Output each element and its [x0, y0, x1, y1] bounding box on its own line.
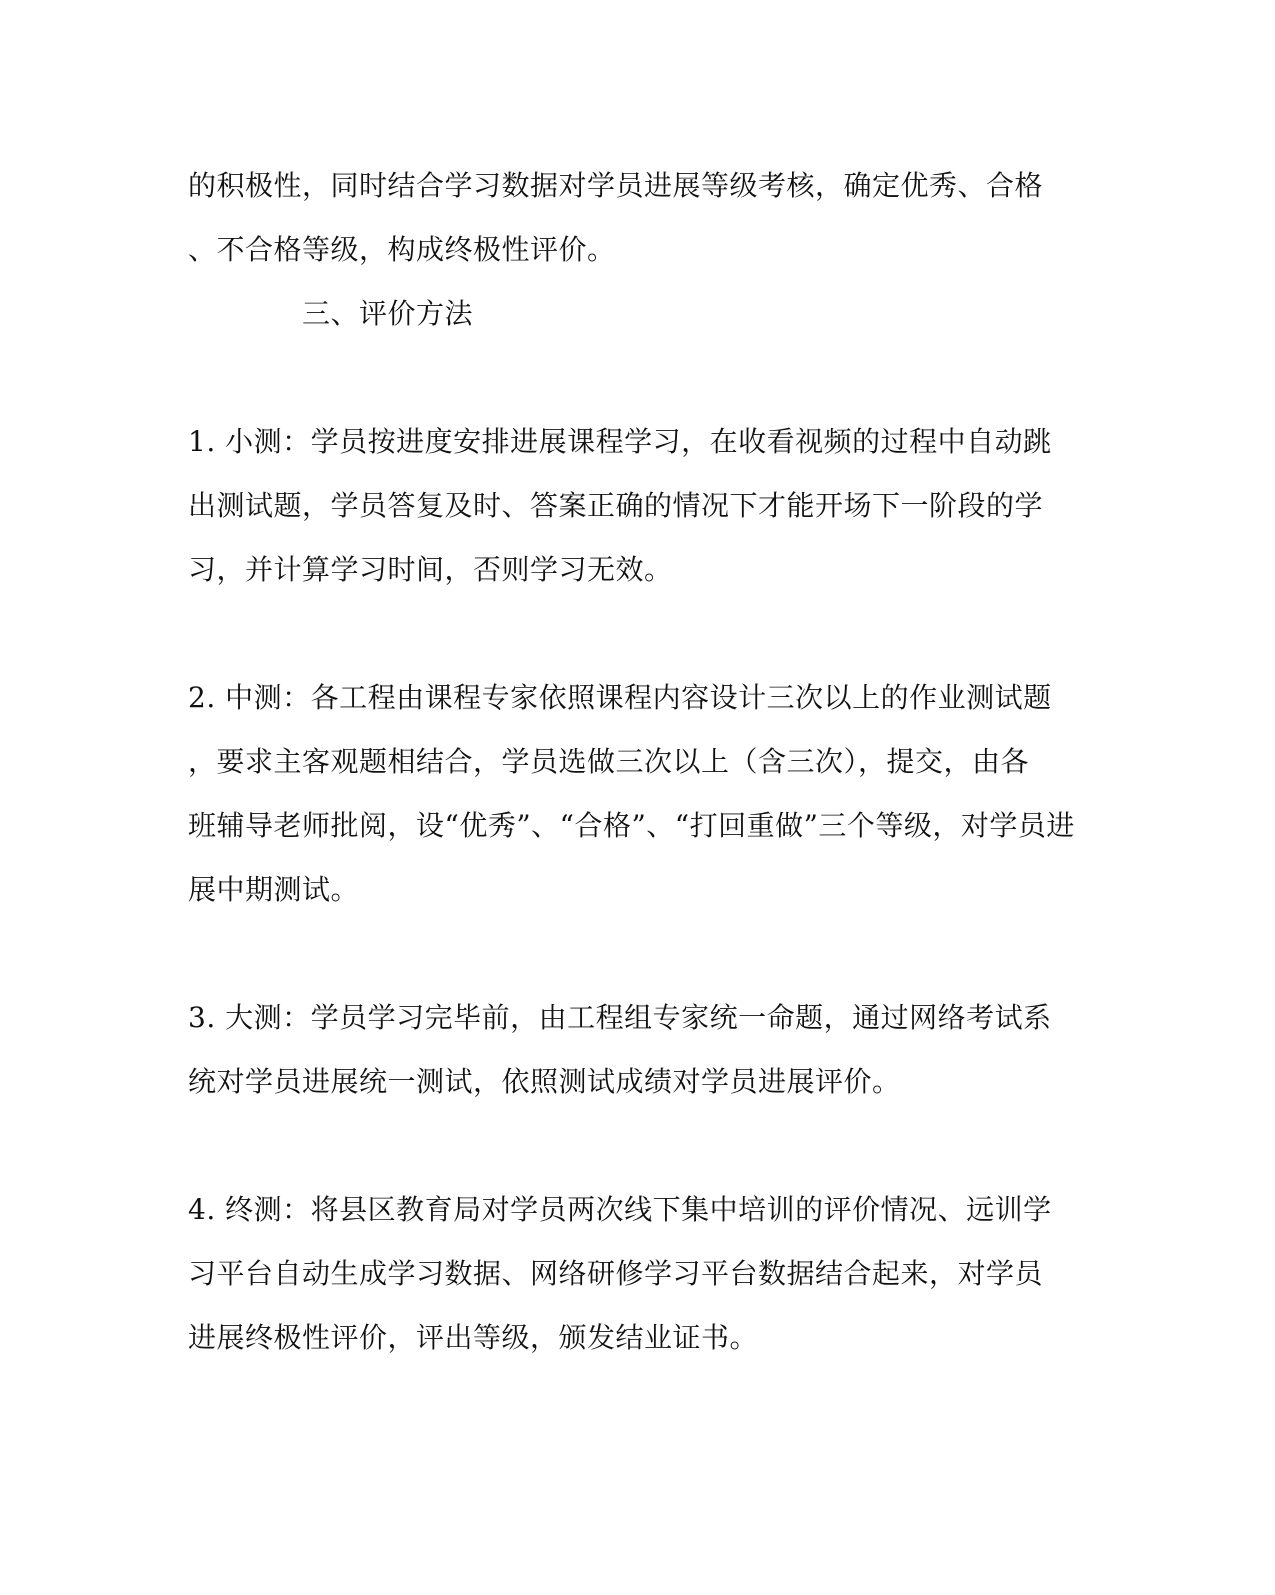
item2-line-1: 2. 中测：各工程由课程专家依照课程内容设计三次以上的作业测试题: [188, 681, 1052, 714]
item2-line-2: ，要求主客观题相结合，学员选做三次以上（含三次），提交，由各: [188, 745, 1030, 778]
item2-line-4: 展中期测试。: [188, 873, 360, 906]
item4-line-3: 进展终极性评价，评出等级，颁发结业证书。: [188, 1321, 759, 1354]
item1-line-1: 1. 小测：学员按进度安排进展课程学习，在收看视频的过程中自动跳: [188, 425, 1052, 458]
item1-line-3: 习，并计算学习时间，否则学习无效。: [188, 553, 673, 586]
item2-line-3: 班辅导老师批阅，设“优秀”、“合格”、“打回重做”三个等级，对学员进: [188, 809, 1075, 842]
intro-line-2: 、不合格等级，构成终极性评价。: [188, 233, 616, 266]
item3-line-2: 统对学员进展统一测试，依照测试成绩对学员进展评价。: [188, 1065, 901, 1098]
intro-line-1: 的积极性，同时结合学习数据对学员进展等级考核，确定优秀、合格: [188, 169, 1044, 202]
item4-line-2: 习平台自动生成学习数据、网络研修学习平台数据结合起来，对学员: [188, 1257, 1044, 1290]
item1-line-2: 出测试题，学员答复及时、答案正确的情况下才能开场下一阶段的学: [188, 489, 1044, 522]
item3-line-1: 3. 大测：学员学习完毕前，由工程组专家统一命题，通过网络考试系: [188, 1001, 1052, 1034]
item4-line-1: 4. 终测：将县区教育局对学员两次线下集中培训的评价情况、远训学: [188, 1193, 1052, 1226]
section-heading: 三、评价方法: [302, 297, 474, 330]
